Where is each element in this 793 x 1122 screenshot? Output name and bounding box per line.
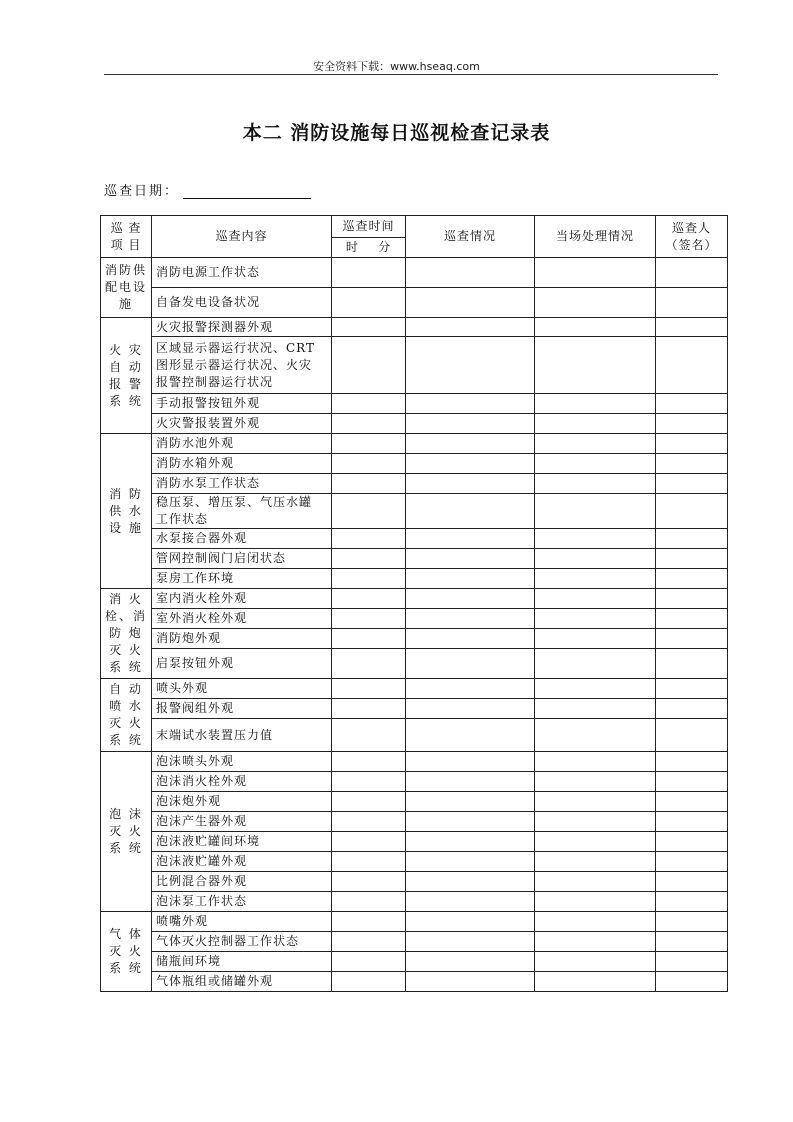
handling-entry-cell[interactable] [535, 719, 656, 752]
inspection-content-cell: 消防水泵工作状态 [152, 474, 332, 494]
inspection-content-cell: 泡沫消火栓外观 [152, 772, 332, 792]
table-row [101, 569, 728, 589]
status-entry-cell[interactable] [406, 719, 535, 752]
time-entry-cell[interactable] [332, 589, 406, 609]
inspection-content-cell: 喷头外观 [152, 679, 332, 699]
table-row [101, 649, 728, 679]
header-time: 巡查时间 [332, 216, 406, 238]
handling-entry-cell[interactable] [535, 832, 656, 852]
inspection-content-cell: 气体灭火控制器工作状态 [152, 932, 332, 952]
inspection-content-cell: 手动报警按钮外观 [152, 394, 332, 414]
table-body [101, 258, 728, 992]
inspector-signature-cell[interactable] [656, 318, 728, 337]
table-row [101, 318, 728, 337]
handling-entry-cell[interactable] [535, 258, 656, 288]
status-entry-cell[interactable] [406, 494, 535, 529]
table-row [101, 258, 728, 288]
time-entry-cell[interactable] [332, 832, 406, 852]
inspector-signature-cell[interactable] [656, 569, 728, 589]
header-item-category: 巡 查 项 目 [101, 216, 152, 258]
item-category-cell: 气 体 灭 火 系 统 [101, 912, 152, 992]
time-entry-cell[interactable] [332, 679, 406, 699]
handling-entry-cell[interactable] [535, 892, 656, 912]
status-entry-cell[interactable] [406, 812, 535, 832]
time-entry-cell[interactable] [332, 852, 406, 872]
inspection-content-cell: 泡沫液贮罐间环境 [152, 832, 332, 852]
time-entry-cell[interactable] [332, 629, 406, 649]
table-row [101, 792, 728, 812]
table-row [101, 434, 728, 454]
handling-entry-cell[interactable] [535, 394, 656, 414]
handling-entry-cell[interactable] [535, 649, 656, 679]
table-row [101, 679, 728, 699]
table-row [101, 609, 728, 629]
time-entry-cell[interactable] [332, 494, 406, 529]
time-entry-cell[interactable] [332, 318, 406, 337]
status-entry-cell[interactable] [406, 589, 535, 609]
handling-entry-cell[interactable] [535, 752, 656, 772]
status-entry-cell[interactable] [406, 972, 535, 992]
header-time-units: 时 分 [332, 238, 406, 258]
inspection-content-cell: 泡沫喷头外观 [152, 752, 332, 772]
inspection-content-cell: 自备发电设备状况 [152, 288, 332, 318]
inspector-signature-cell[interactable] [656, 549, 728, 569]
handling-entry-cell[interactable] [535, 549, 656, 569]
table-row [101, 912, 728, 932]
handling-entry-cell[interactable] [535, 812, 656, 832]
time-entry-cell[interactable] [332, 288, 406, 318]
table-row [101, 494, 728, 529]
header-divider [104, 74, 718, 75]
header-content: 巡查内容 [152, 216, 332, 258]
inspection-content-cell: 泡沫产生器外观 [152, 812, 332, 832]
handling-entry-cell[interactable] [535, 318, 656, 337]
time-entry-cell[interactable] [332, 932, 406, 952]
status-entry-cell[interactable] [406, 569, 535, 589]
inspector-signature-cell[interactable] [656, 258, 728, 288]
inspection-content-cell: 泡沫炮外观 [152, 792, 332, 812]
inspector-signature-cell[interactable] [656, 812, 728, 832]
table-row [101, 394, 728, 414]
inspection-content-cell: 泵房工作环境 [152, 569, 332, 589]
item-category-cell: 消 火 栓、消 防 炮 灭 火 系 统 [101, 589, 152, 679]
status-entry-cell[interactable] [406, 454, 535, 474]
item-category-cell: 消 防 供 水 设 施 [101, 434, 152, 589]
item-category-cell: 火 灾 自 动 报 警 系 统 [101, 318, 152, 434]
inspection-content-cell: 消防炮外观 [152, 629, 332, 649]
inspection-content-cell: 储瓶间环境 [152, 952, 332, 972]
inspection-content-cell: 消防水箱外观 [152, 454, 332, 474]
inspection-record-table [100, 215, 728, 992]
time-entry-cell[interactable] [332, 872, 406, 892]
inspector-signature-cell[interactable] [656, 772, 728, 792]
status-entry-cell[interactable] [406, 912, 535, 932]
status-entry-cell[interactable] [406, 679, 535, 699]
time-entry-cell[interactable] [332, 892, 406, 912]
handling-entry-cell[interactable] [535, 679, 656, 699]
inspector-signature-cell[interactable] [656, 609, 728, 629]
handling-entry-cell[interactable] [535, 474, 656, 494]
inspector-signature-cell[interactable] [656, 872, 728, 892]
inspection-content-cell: 稳压泵、增压泵、气压水罐 工作状态 [152, 494, 332, 529]
inspector-signature-cell[interactable] [656, 394, 728, 414]
inspection-content-cell: 室内消火栓外观 [152, 589, 332, 609]
inspector-signature-cell[interactable] [656, 852, 728, 872]
table-row [101, 872, 728, 892]
inspection-date-label: 巡查日期： [104, 184, 180, 199]
table-row [101, 529, 728, 549]
handling-entry-cell[interactable] [535, 494, 656, 529]
handling-entry-cell[interactable] [535, 288, 656, 318]
time-entry-cell[interactable] [332, 337, 406, 394]
handling-entry-cell[interactable] [535, 852, 656, 872]
table-row [101, 589, 728, 609]
table-row [101, 719, 728, 752]
inspector-signature-cell[interactable] [656, 832, 728, 852]
handling-entry-cell[interactable] [535, 337, 656, 394]
time-entry-cell[interactable] [332, 952, 406, 972]
time-entry-cell[interactable] [332, 719, 406, 752]
inspector-signature-cell[interactable] [656, 912, 728, 932]
table-row [101, 549, 728, 569]
time-entry-cell[interactable] [332, 772, 406, 792]
time-entry-cell[interactable] [332, 649, 406, 679]
inspector-signature-cell[interactable] [656, 649, 728, 679]
handling-entry-cell[interactable] [535, 609, 656, 629]
status-entry-cell[interactable] [406, 952, 535, 972]
inspector-signature-cell[interactable] [656, 414, 728, 434]
time-entry-cell[interactable] [332, 549, 406, 569]
handling-entry-cell[interactable] [535, 952, 656, 972]
inspector-signature-cell[interactable] [656, 629, 728, 649]
handling-entry-cell[interactable] [535, 912, 656, 932]
inspector-signature-cell[interactable] [656, 474, 728, 494]
time-entry-cell[interactable] [332, 454, 406, 474]
inspector-signature-cell[interactable] [656, 589, 728, 609]
inspector-signature-cell[interactable] [656, 892, 728, 912]
inspector-signature-cell[interactable] [656, 454, 728, 474]
inspector-signature-cell[interactable] [656, 752, 728, 772]
table-row [101, 474, 728, 494]
time-entry-cell[interactable] [332, 812, 406, 832]
inspector-signature-cell[interactable] [656, 494, 728, 529]
status-entry-cell[interactable] [406, 852, 535, 872]
table-row [101, 772, 728, 792]
inspection-content-cell: 火灾报警探测器外观 [152, 318, 332, 337]
time-entry-cell[interactable] [332, 474, 406, 494]
handling-entry-cell[interactable] [535, 434, 656, 454]
status-entry-cell[interactable] [406, 414, 535, 434]
inspection-date-row [104, 180, 311, 199]
inspection-content-cell: 启泵按钮外观 [152, 649, 332, 679]
inspection-content-cell: 管网控制阀门启闭状态 [152, 549, 332, 569]
status-entry-cell[interactable] [406, 832, 535, 852]
inspection-content-cell: 末端试水装置压力值 [152, 719, 332, 752]
table-row [101, 932, 728, 952]
header-status: 巡查情况 [406, 216, 535, 258]
inspection-content-cell: 喷嘴外观 [152, 912, 332, 932]
inspection-content-cell: 泡沫液贮罐外观 [152, 852, 332, 872]
table-row [101, 832, 728, 852]
inspector-signature-cell[interactable] [656, 972, 728, 992]
time-entry-cell[interactable] [332, 912, 406, 932]
page-title: 本二 消防设施每日巡视检查记录表 [242, 122, 551, 144]
time-entry-cell[interactable] [332, 972, 406, 992]
header-handling: 当场处理情况 [535, 216, 656, 258]
site-header-text: 安全资料下载：www.hseaq.com [313, 60, 480, 73]
status-entry-cell[interactable] [406, 434, 535, 454]
inspection-content-cell: 气体瓶组或储罐外观 [152, 972, 332, 992]
time-entry-cell[interactable] [332, 394, 406, 414]
inspection-content-cell: 火灾警报装置外观 [152, 414, 332, 434]
status-entry-cell[interactable] [406, 258, 535, 288]
inspector-signature-cell[interactable] [656, 952, 728, 972]
time-entry-cell[interactable] [332, 258, 406, 288]
handling-entry-cell[interactable] [535, 872, 656, 892]
table-row [101, 288, 728, 318]
handling-entry-cell[interactable] [535, 972, 656, 992]
inspector-signature-cell[interactable] [656, 288, 728, 318]
header-inspector: 巡查人 （签名） [656, 216, 728, 258]
status-entry-cell[interactable] [406, 529, 535, 549]
status-entry-cell[interactable] [406, 318, 535, 337]
table-row [101, 952, 728, 972]
inspection-content-cell: 报警阀组外观 [152, 699, 332, 719]
inspector-signature-cell[interactable] [656, 719, 728, 752]
inspection-content-cell: 消防电源工作状态 [152, 258, 332, 288]
inspector-signature-cell[interactable] [656, 434, 728, 454]
table-row [101, 972, 728, 992]
table-row [101, 414, 728, 434]
table-row [101, 892, 728, 912]
table-row [101, 629, 728, 649]
time-entry-cell[interactable] [332, 792, 406, 812]
inspector-signature-cell[interactable] [656, 529, 728, 549]
status-entry-cell[interactable] [406, 288, 535, 318]
handling-entry-cell[interactable] [535, 529, 656, 549]
handling-entry-cell[interactable] [535, 569, 656, 589]
status-entry-cell[interactable] [406, 549, 535, 569]
status-entry-cell[interactable] [406, 474, 535, 494]
time-entry-cell[interactable] [332, 699, 406, 719]
item-category-cell: 消防供 配电设 施 [101, 258, 152, 318]
handling-entry-cell[interactable] [535, 699, 656, 719]
item-category-cell: 泡 沫 灭 火 系 统 [101, 752, 152, 912]
inspection-content-cell: 区域显示器运行状况、CRT 图形显示器运行状况、火灾 报警控制器运行状况 [152, 337, 332, 394]
status-entry-cell[interactable] [406, 337, 535, 394]
handling-entry-cell[interactable] [535, 454, 656, 474]
status-entry-cell[interactable] [406, 752, 535, 772]
inspector-signature-cell[interactable] [656, 792, 728, 812]
inspection-content-cell: 室外消火栓外观 [152, 609, 332, 629]
status-entry-cell[interactable] [406, 772, 535, 792]
handling-entry-cell[interactable] [535, 792, 656, 812]
inspection-content-cell: 比例混合器外观 [152, 872, 332, 892]
inspector-signature-cell[interactable] [656, 337, 728, 394]
inspection-content-cell: 消防水池外观 [152, 434, 332, 454]
table-row [101, 852, 728, 872]
status-entry-cell[interactable] [406, 792, 535, 812]
inspector-signature-cell[interactable] [656, 932, 728, 952]
time-entry-cell[interactable] [332, 752, 406, 772]
inspection-content-cell: 泡沫泵工作状态 [152, 892, 332, 912]
status-entry-cell[interactable] [406, 892, 535, 912]
handling-entry-cell[interactable] [535, 932, 656, 952]
table-row [101, 752, 728, 772]
time-entry-cell[interactable] [332, 529, 406, 549]
inspection-date-field[interactable] [183, 182, 311, 199]
handling-entry-cell[interactable] [535, 772, 656, 792]
table-row [101, 454, 728, 474]
time-entry-cell[interactable] [332, 434, 406, 454]
time-entry-cell[interactable] [332, 609, 406, 629]
item-category-cell: 自 动 喷 水 灭 火 系 统 [101, 679, 152, 752]
status-entry-cell[interactable] [406, 629, 535, 649]
status-entry-cell[interactable] [406, 394, 535, 414]
table-row [101, 337, 728, 394]
status-entry-cell[interactable] [406, 932, 535, 952]
handling-entry-cell[interactable] [535, 629, 656, 649]
status-entry-cell[interactable] [406, 649, 535, 679]
status-entry-cell[interactable] [406, 609, 535, 629]
table-row [101, 699, 728, 719]
status-entry-cell[interactable] [406, 699, 535, 719]
status-entry-cell[interactable] [406, 872, 535, 892]
table-row [101, 812, 728, 832]
inspection-content-cell: 水泵接合器外观 [152, 529, 332, 549]
time-entry-cell[interactable] [332, 414, 406, 434]
handling-entry-cell[interactable] [535, 414, 656, 434]
inspector-signature-cell[interactable] [656, 679, 728, 699]
inspector-signature-cell[interactable] [656, 699, 728, 719]
handling-entry-cell[interactable] [535, 589, 656, 609]
time-entry-cell[interactable] [332, 569, 406, 589]
